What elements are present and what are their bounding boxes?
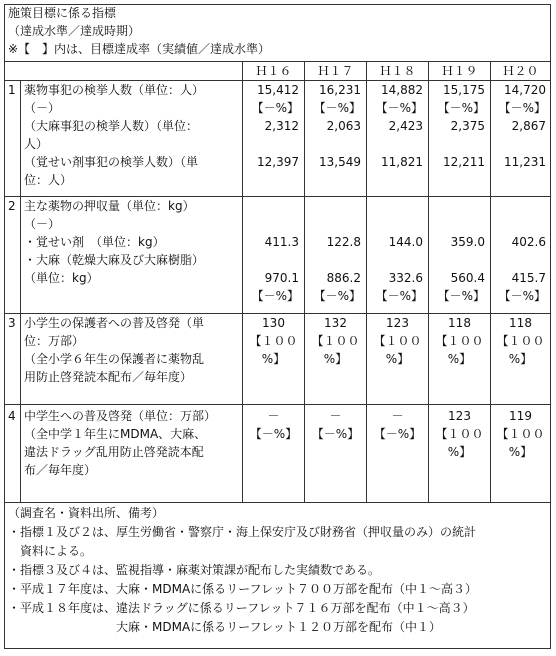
table-cell: 15,175 (443, 83, 485, 97)
note-line: 資料による。 (8, 544, 93, 558)
row-number: 2 (8, 199, 16, 213)
table-cell: 【－%】 (375, 289, 423, 303)
note-line: ・平成１７年度は、大麻・MDMAに係るリーフレット７００万部を配布（中１～高３） (8, 582, 477, 596)
table-cell: 123 (386, 316, 409, 330)
table-cell: %】 (385, 352, 410, 366)
table-cell: 【－%】 (375, 101, 423, 115)
table-cell: 【－%】 (437, 101, 485, 115)
grid-line (4, 404, 551, 405)
grid-line (4, 61, 5, 502)
row-label: （－） (24, 101, 61, 115)
notes-heading: （調査名・資料出所、備考） (8, 506, 165, 520)
table-cell: 【－%】 (373, 427, 422, 441)
table-cell: 【１００ (311, 334, 360, 348)
table-cell: 332.6 (388, 271, 423, 285)
table-cell: 970.1 (264, 271, 299, 285)
table-cell: 123 (448, 409, 471, 423)
row-label: （単位：kg） (24, 271, 99, 285)
header-subtitle: （達成水準／達成時期） (8, 24, 141, 38)
table-cell: 2,375 (450, 119, 485, 133)
table-cell: 132 (324, 316, 347, 330)
table-cell: 【－%】 (498, 101, 546, 115)
table-cell: 14,882 (381, 83, 423, 97)
note-line: ・指標１及び２は、厚生労働省・警察庁・海上保安庁及び財務省（押収量のみ）の統計 (8, 525, 477, 539)
table-cell: 402.6 (511, 235, 546, 249)
table-cell: 118 (509, 316, 532, 330)
table-cell: 【１００ (373, 334, 422, 348)
table-cell: 【－%】 (311, 427, 360, 441)
row-number: 1 (8, 83, 16, 97)
row-label: 位：万部） (24, 334, 85, 348)
table-cell: 411.3 (264, 235, 299, 249)
row-label: 用防止啓発読本配布／毎年度） (24, 370, 193, 384)
grid-line (4, 502, 551, 503)
table-cell: 【１００ (496, 427, 545, 441)
row-number: 4 (8, 409, 16, 423)
row-label: ・大麻（乾燥大麻及び大麻樹脂） (24, 253, 205, 267)
table-cell: 【１００ (249, 334, 298, 348)
table-cell: 359.0 (450, 235, 485, 249)
table-cell: 886.2 (326, 271, 361, 285)
table-cell: 【１００ (496, 334, 545, 348)
table-cell: 【－%】 (437, 289, 485, 303)
table-cell: － (329, 409, 342, 423)
table-cell: 118 (448, 316, 471, 330)
table-cell: 【－%】 (251, 289, 299, 303)
table-cell: %】 (447, 352, 472, 366)
table-cell: 【－%】 (313, 289, 361, 303)
row-label: 人） (24, 137, 49, 151)
table-cell: 15,412 (257, 83, 299, 97)
table-cell: 415.7 (511, 271, 546, 285)
row-label: （－） (24, 217, 61, 231)
table-cell: 【－%】 (251, 101, 299, 115)
row-label: 位：人） (24, 173, 73, 187)
row-label: （覚せい剤事犯の検挙人数）（単 (24, 155, 199, 169)
year-header: Ｈ１８ (379, 64, 416, 78)
row-label: 主な薬物の押収量（単位：kg） (24, 199, 195, 213)
table-cell: %】 (447, 445, 472, 459)
table-cell: 2,063 (326, 119, 361, 133)
header-note: ※【 】内は、目標達成率（実績値／達成水準） (8, 42, 271, 56)
table-cell: 560.4 (450, 271, 485, 285)
table-cell: 【－%】 (498, 289, 546, 303)
year-header: Ｈ１６ (255, 64, 292, 78)
table-cell: 2,312 (264, 119, 299, 133)
year-header: Ｈ１７ (317, 64, 354, 78)
row-label: （大麻事犯の検挙人数）（単位： (24, 119, 199, 133)
table-cell: 16,231 (319, 83, 361, 97)
table-cell: 【－%】 (249, 427, 298, 441)
table-cell: 2,867 (511, 119, 546, 133)
table-cell: 2,423 (388, 119, 423, 133)
table-cell: 14,720 (504, 83, 546, 97)
table-cell: 【１００ (435, 334, 484, 348)
table-cell: － (267, 409, 280, 423)
grid-line (20, 80, 21, 502)
table-cell: － (391, 409, 404, 423)
table-cell: 【１００ (435, 427, 484, 441)
note-line: ・平成１８年度は、違法ドラッグに係るリーフレット７１６万部を配布（中１～高３） (8, 601, 475, 615)
table-title: 施策目標に係る指標 (8, 6, 117, 20)
table-cell: %】 (508, 445, 533, 459)
row-label: ・覚せい剤 （単位：kg） (24, 235, 165, 249)
row-label: 薬物事犯の検挙人数（単位：人） (24, 83, 205, 97)
year-header: Ｈ２０ (502, 64, 539, 78)
table-cell: 144.0 (388, 235, 423, 249)
table-cell: %】 (323, 352, 348, 366)
table-cell: 【－%】 (313, 101, 361, 115)
row-label: 違法ドラッグ乱用防止啓発読本配 (24, 445, 204, 459)
note-line: ・指標３及び４は、監視指導・麻薬対策課が配布した実績数である。 (8, 563, 381, 577)
row-number: 3 (8, 316, 16, 330)
row-label: 布／毎年度） (24, 463, 97, 477)
row-label: 小学生の保護者への普及啓発（単 (24, 316, 205, 330)
row-label: （全小学６年生の保護者に薬物乱 (24, 352, 205, 366)
table-cell: 12,397 (257, 155, 299, 169)
table-cell: 119 (509, 409, 532, 423)
note-line: 大麻・MDMAに係るリーフレット１２０万部を配布（中１） (8, 620, 441, 634)
table-cell: 130 (262, 316, 285, 330)
row-label: 中学生への普及啓発（単位：万部） (24, 409, 217, 423)
table-cell: 12,211 (443, 155, 485, 169)
row-label: （全中学１年生にMDMA、大麻、 (24, 427, 207, 441)
table-cell: 11,821 (381, 155, 423, 169)
year-header: Ｈ１９ (441, 64, 478, 78)
table-cell: 13,549 (319, 155, 361, 169)
table-cell: %】 (261, 352, 286, 366)
table-cell: 11,231 (504, 155, 546, 169)
table-cell: %】 (508, 352, 533, 366)
table-cell: 122.8 (326, 235, 361, 249)
